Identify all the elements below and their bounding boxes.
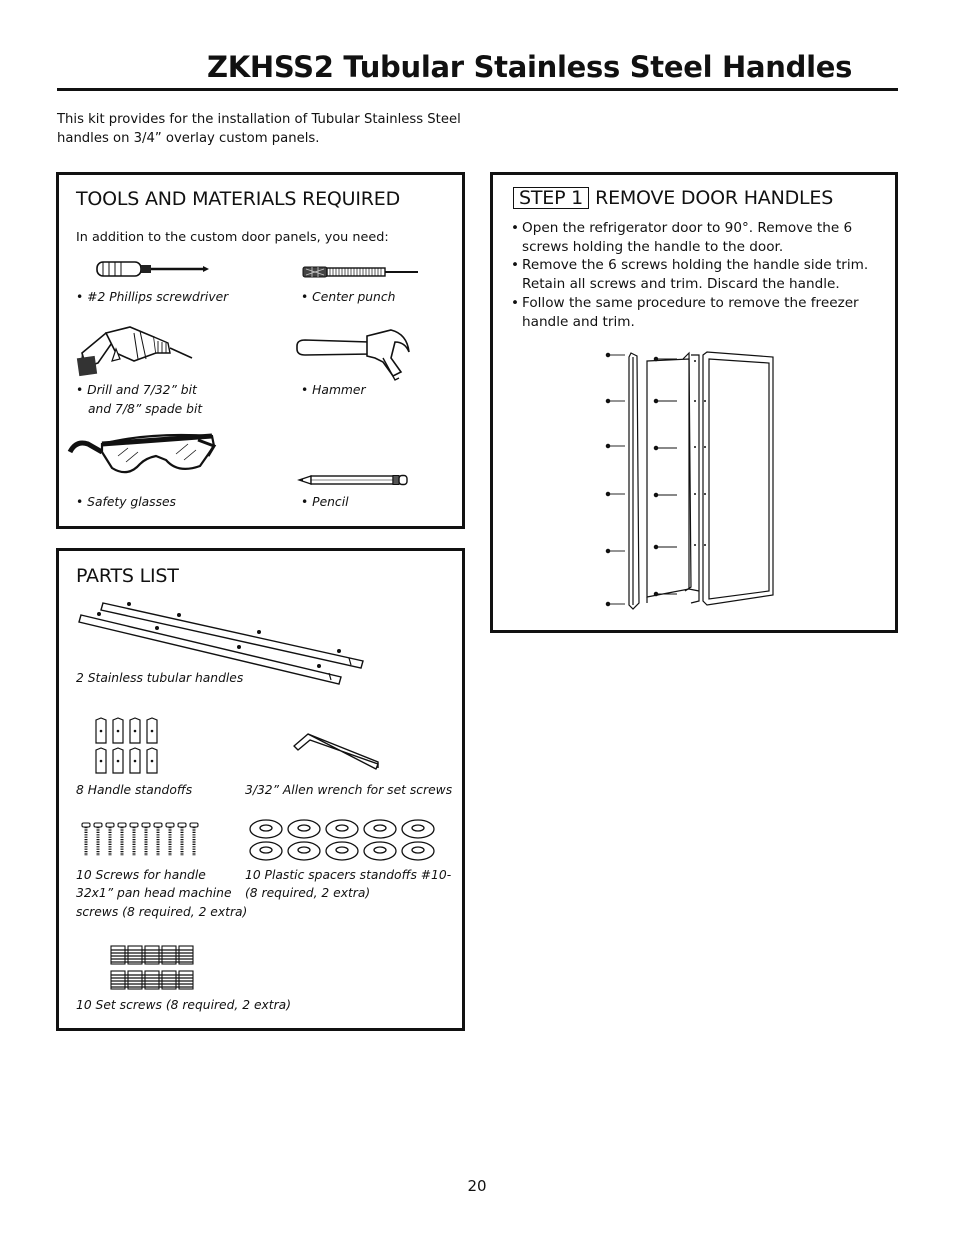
step-badge: STEP 1 bbox=[513, 187, 589, 209]
page-number: 20 bbox=[467, 1177, 487, 1195]
step1-panel bbox=[490, 172, 898, 633]
handle-standoffs-icon bbox=[95, 717, 163, 777]
part-label-screws-2: 32x1” pan head machine bbox=[76, 886, 232, 900]
tools-panel bbox=[56, 172, 465, 529]
center-punch-icon bbox=[302, 265, 420, 279]
allen-wrench-icon bbox=[290, 732, 382, 772]
screws-icon bbox=[81, 822, 205, 858]
title-divider bbox=[57, 88, 898, 91]
part-label-tubular-handles: 2 Stainless tubular handles bbox=[76, 671, 244, 685]
step1-title: REMOVE DOOR HANDLES bbox=[595, 187, 834, 209]
step1-bullet: • Open the refrigerator door to 90°. Remove the 6 screws holding the handle to the door. bbox=[511, 219, 881, 256]
door-handle-exploded-icon bbox=[603, 351, 779, 613]
part-label-spacers-2: (8 required, 2 extra) bbox=[245, 886, 371, 900]
tool-label-screwdriver: • #2 Phillips screwdriver bbox=[76, 290, 229, 304]
pencil-icon bbox=[297, 474, 409, 486]
intro-text: This kit provides for the installation of Tubular Stainless Steel handles on 3/4” overlay custom panels. bbox=[57, 112, 461, 146]
set-screws-icon bbox=[110, 944, 196, 992]
hammer-icon bbox=[295, 328, 411, 388]
step1-instructions bbox=[511, 219, 881, 331]
step1-heading bbox=[513, 187, 833, 209]
safety-glasses-icon bbox=[68, 430, 216, 486]
drill-icon bbox=[76, 323, 194, 381]
tool-label-drill: • Drill and 7/32” bit bbox=[76, 383, 197, 397]
tool-label-safety-glasses: • Safety glasses bbox=[76, 495, 176, 509]
part-label-allen-wrench: 3/32” Allen wrench for set screws bbox=[245, 783, 453, 797]
plastic-spacers-icon bbox=[248, 818, 440, 862]
tools-heading: TOOLS AND MATERIALS REQUIRED bbox=[76, 188, 401, 210]
part-label-spacers-1: 10 Plastic spacers standoffs #10- bbox=[245, 868, 452, 882]
page-title: ZKHSS2 Tubular Stainless Steel Handles bbox=[207, 50, 853, 84]
step1-bullet: • Remove the 6 screws holding the handle side trim. Retain all screws and trim. Discard the handle. bbox=[511, 256, 881, 293]
tool-label-pencil: • Pencil bbox=[301, 495, 349, 509]
part-label-set-screws: 10 Set screws (8 required, 2 extra) bbox=[76, 998, 292, 1012]
part-label-handle-standoffs: 8 Handle standoffs bbox=[76, 783, 193, 797]
parts-panel bbox=[56, 548, 465, 1031]
screwdriver-icon bbox=[95, 259, 211, 279]
parts-heading: PARTS LIST bbox=[76, 565, 179, 587]
tool-label-hammer: • Hammer bbox=[301, 383, 366, 397]
tool-label-center-punch: • Center punch bbox=[301, 290, 396, 304]
step1-bullet: • Follow the same procedure to remove the freezer handle and trim. bbox=[511, 294, 881, 331]
part-label-screws-1: 10 Screws for handle bbox=[76, 868, 206, 882]
part-label-screws-3: screws (8 required, 2 extra) bbox=[76, 905, 248, 919]
tool-label-drill-line2: and 7/8” spade bit bbox=[88, 402, 203, 416]
tools-subtitle: In addition to the custom door panels, you need: bbox=[76, 230, 389, 245]
